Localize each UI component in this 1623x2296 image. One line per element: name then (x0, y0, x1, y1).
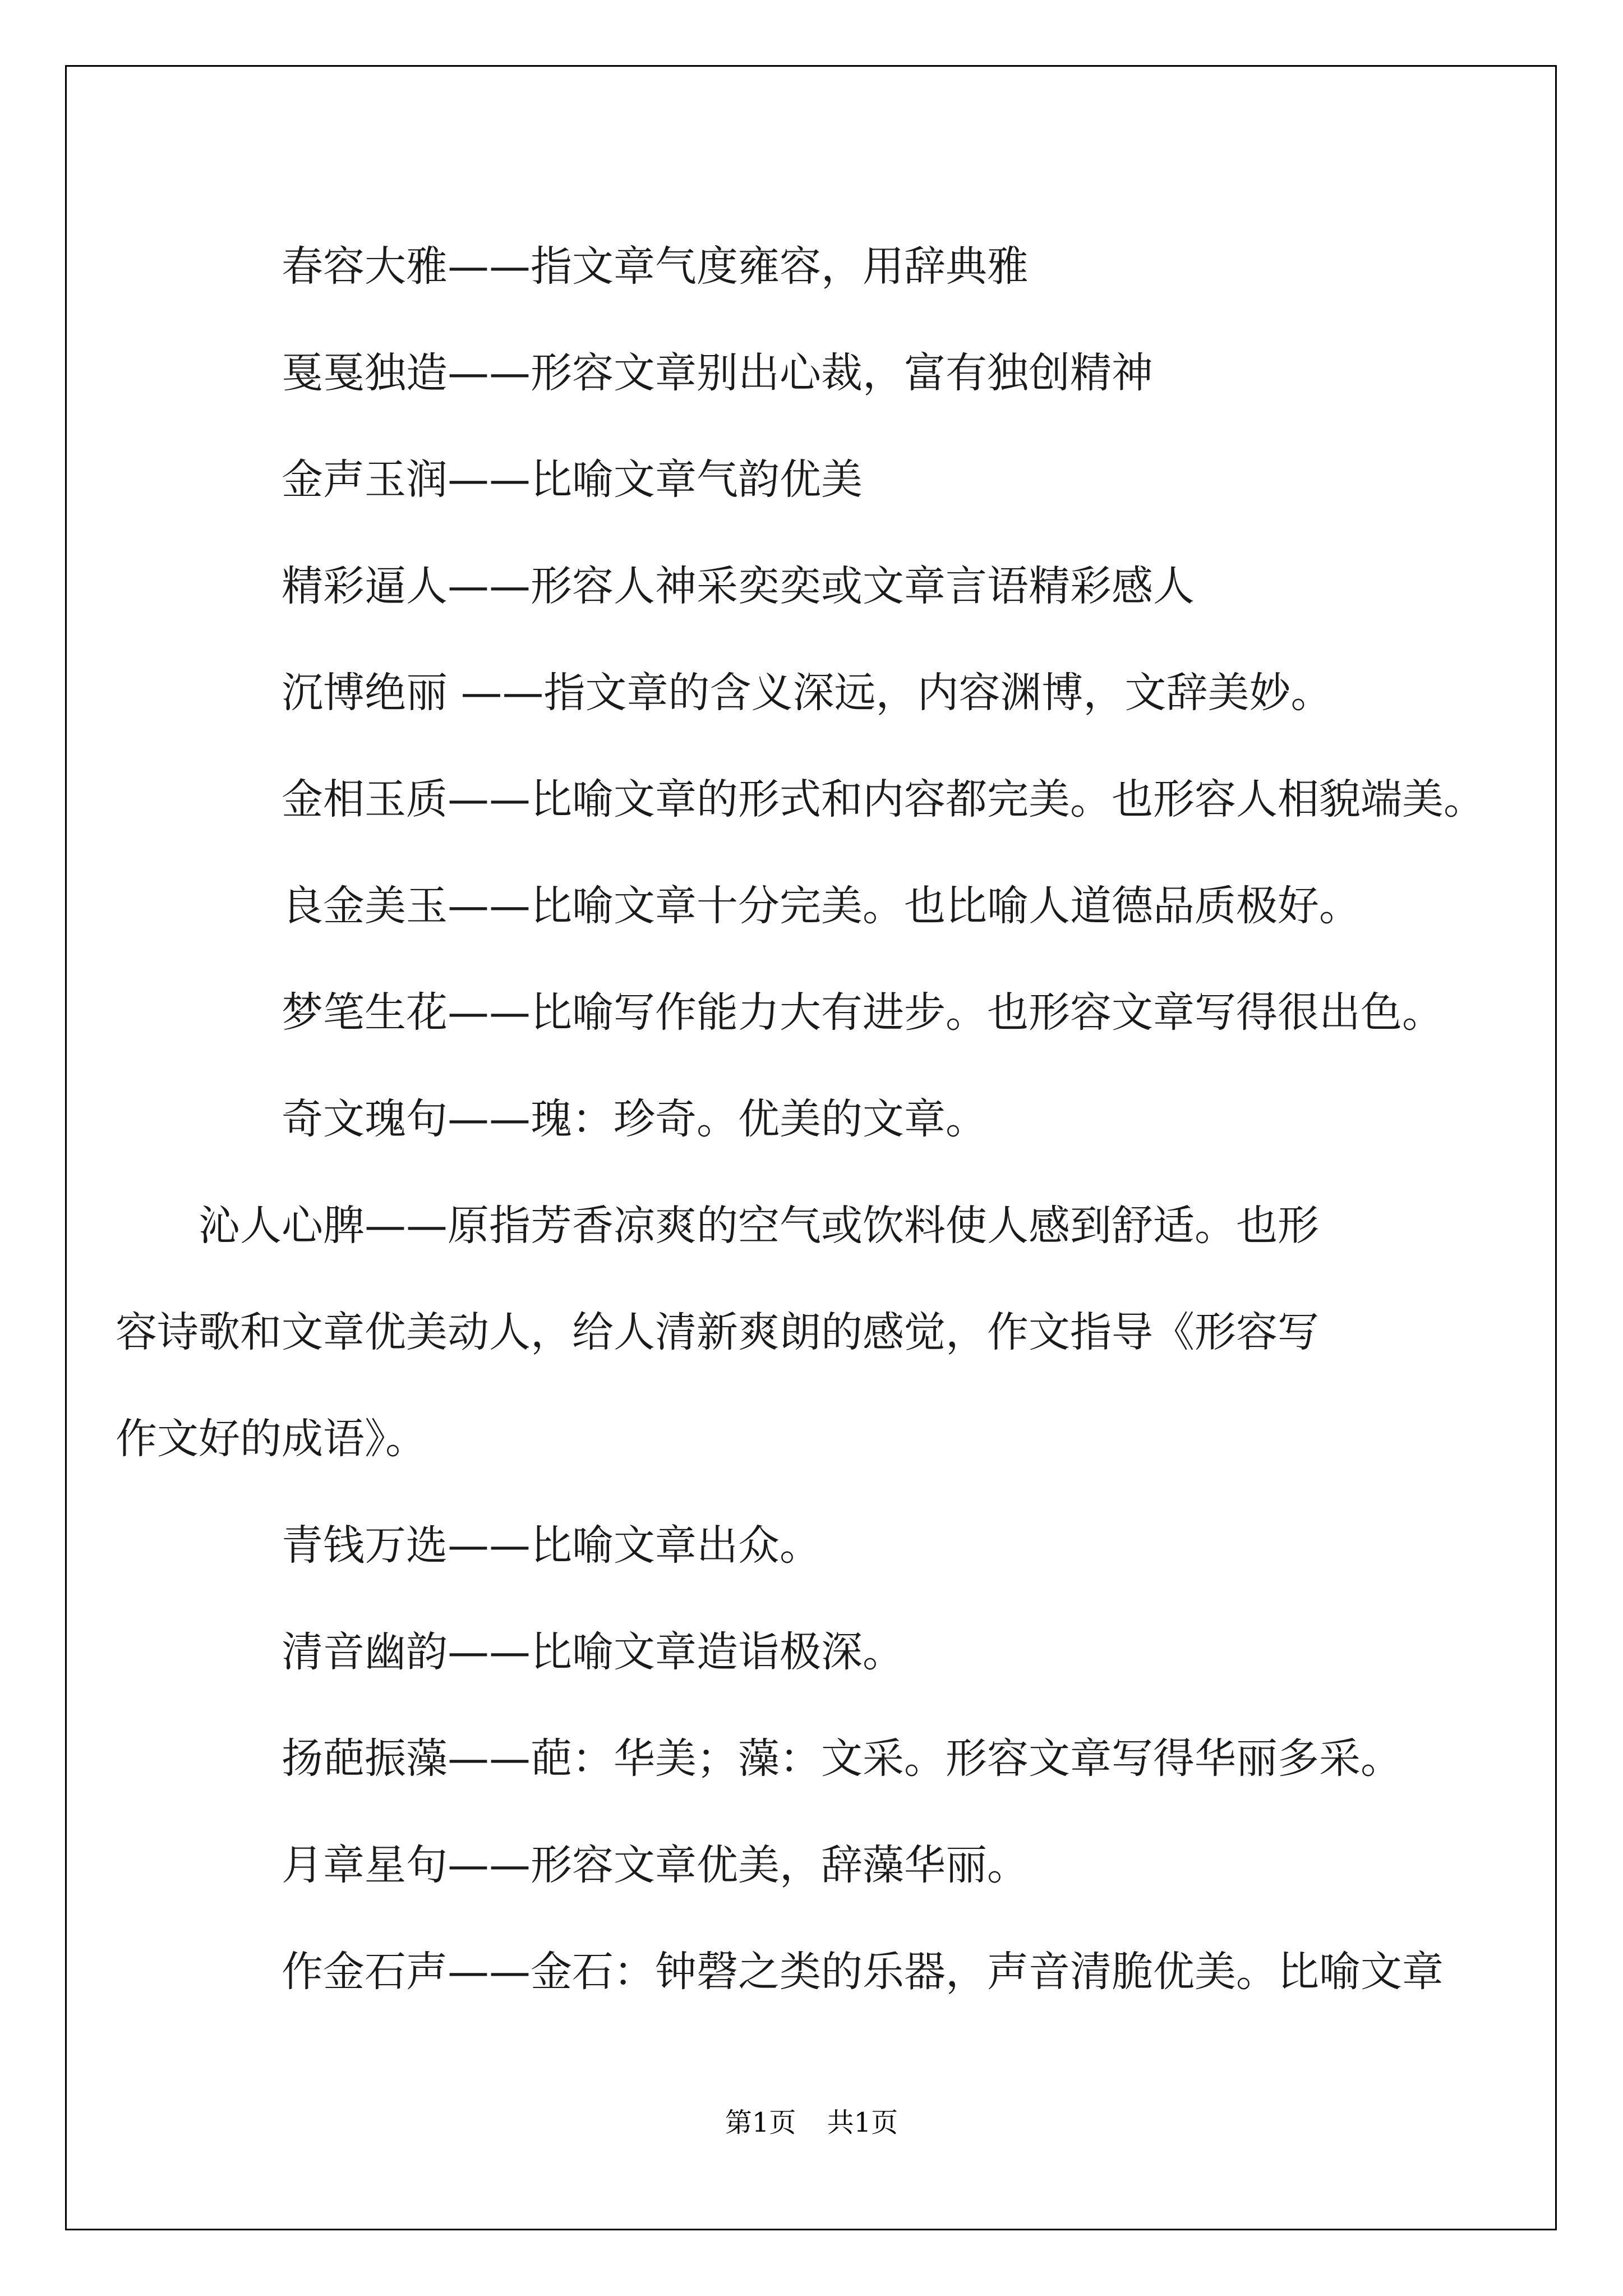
paragraph: 月章星句——形容文章优美，辞藻华丽。 (282, 1841, 1029, 1889)
paragraph: 作金石声——金石：钟磬之类的乐器，声音清脆优美。比喻文章 (282, 1948, 1444, 1996)
paragraph: 沉博绝丽 ——指文章的含义深远，内容渊博，文辞美妙。 (282, 669, 1332, 717)
paragraph: 春容大雅——指文章气度雍容，用辞典雅 (282, 242, 1029, 291)
paragraph-multiline: 沁人心脾——原指芳香凉爽的空气或饮料使人感到舒适。也形容诗歌和文章优美动人，给人清新爽朗的感觉，作文指导《形容写作文好的成语》。 (116, 1202, 1319, 1463)
paragraph: 青钱万选——比喻文章出众。 (282, 1521, 821, 1570)
paragraph: 精彩逼人——形容人神采奕奕或文章言语精彩感人 (282, 562, 1195, 610)
page-total: 共1页 (827, 2107, 898, 2138)
paragraph: 扬葩振藻——葩：华美；藻：文采。形容文章写得华丽多采。 (282, 1734, 1402, 1783)
paragraph: 良金美玉——比喻文章十分完美。也比喻人道德品质极好。 (282, 882, 1361, 930)
paragraph: 戛戛独造——形容文章别出心裁，富有独创精神 (282, 349, 1153, 397)
page-footer (0, 2101, 1623, 2139)
paragraph: 奇文瑰句——瑰：珍奇。优美的文章。 (282, 1095, 987, 1143)
paragraph: 金相玉质——比喻文章的形式和内容都完美。也形容人相貌端美。 (282, 775, 1485, 823)
paragraph: 金声玉润——比喻文章气韵优美 (282, 455, 863, 504)
paragraph: 梦笔生花——比喻写作能力大有进步。也形容文章写得很出色。 (282, 988, 1444, 1037)
paragraph: 清音幽韵——比喻文章造诣极深。 (282, 1628, 904, 1676)
document-body (116, 213, 1485, 2025)
page-number: 第1页 (725, 2107, 796, 2138)
